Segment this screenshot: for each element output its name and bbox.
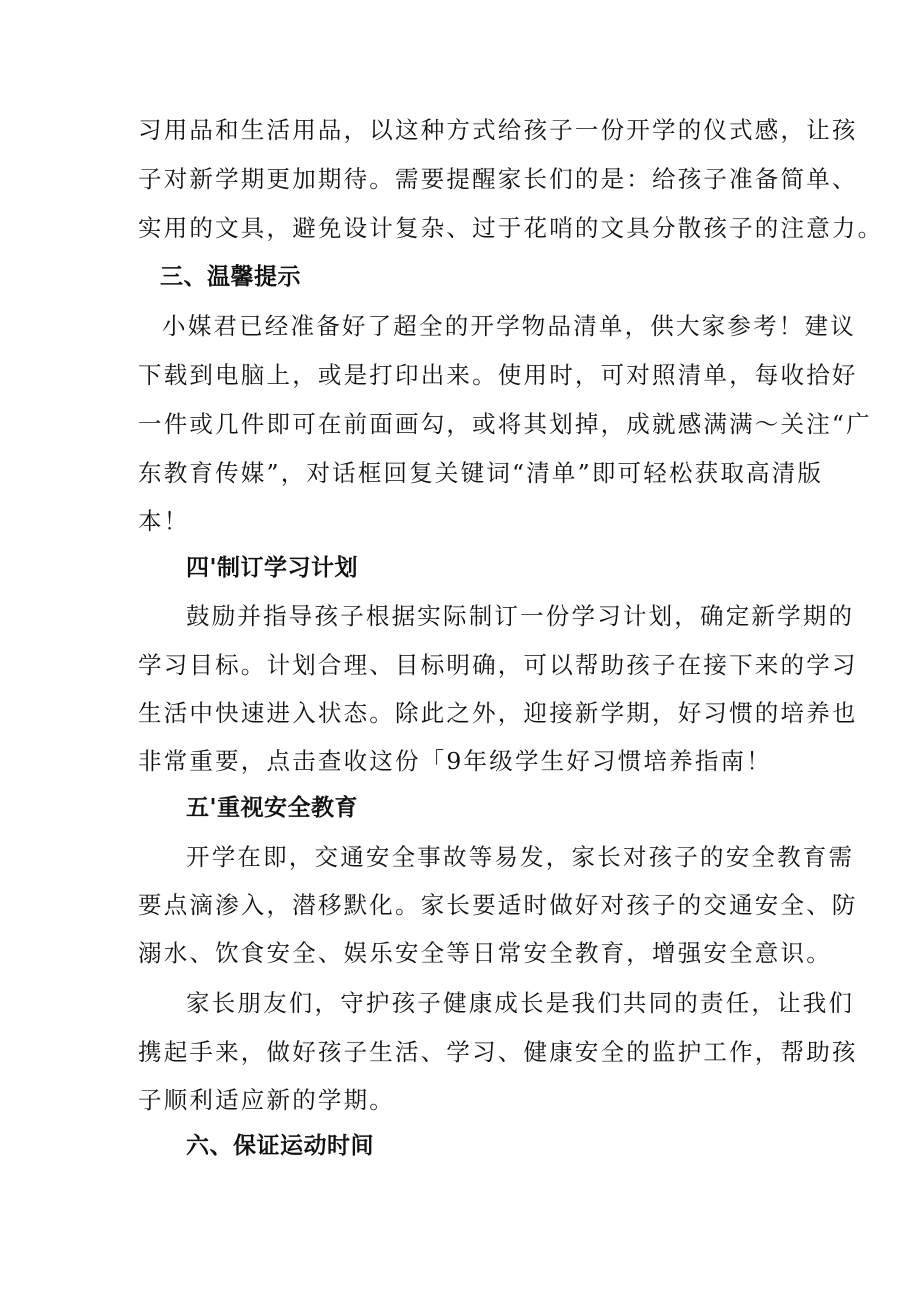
paragraph-line: 小媒君已经准备好了超全的开学物品清单，供大家参考！建议: [162, 312, 856, 340]
paragraph-line: 鼓励并指导孩子根据实际制订一份学习计划，确定新学期的: [186, 602, 855, 630]
paragraph-line: 子对新学期更加期待。需要提醒家长们的是：给孩子准备简单、: [138, 165, 858, 193]
paragraph-line: 子顺利适应新的学期。: [138, 1086, 395, 1114]
paragraph-line: 家长朋友们，守护孩子健康成长是我们共同的责任，让我们: [186, 989, 855, 1017]
section-heading-study-plan: 四'制订学习计划: [186, 555, 359, 581]
paragraph-line: 习用品和生活用品，以这种方式给孩子一份开学的仪式感，让孩: [138, 116, 858, 144]
paragraph-line: 下载到电脑上，或是打印出来。使用时，可对照清单，每收拾好: [138, 361, 858, 389]
paragraph-line: 一件或几件即可在前面画勾，或将其划掉，成就感满满～关注“广: [138, 410, 872, 438]
section-heading-tips: 三、温馨提示: [160, 264, 301, 290]
paragraph-line: 要点滴渗入，潜移默化。家长要适时做好对孩子的交通安全、防: [138, 891, 858, 919]
paragraph-line: 溺水、饮食安全、娱乐安全等日常安全教育，增强安全意识。: [138, 939, 832, 967]
paragraph-line: 东教育传媒”，对话框回复关键词“清单”即可轻松获取高清版: [138, 459, 824, 487]
paragraph-line: 学习目标。计划合理、目标明确，可以帮助孩子在接下来的学习: [138, 651, 858, 679]
paragraph-line: 非常重要，点击查收这份「9年级学生好习惯培养指南！: [138, 747, 772, 775]
section-heading-safety: 五'重视安全教育: [186, 795, 359, 821]
section-heading-exercise: 六、保证运动时间: [186, 1133, 374, 1159]
paragraph-line: 本！: [138, 507, 190, 535]
paragraph-line: 生活中快速进入状态。除此之外，迎接新学期，好习惯的培养也: [138, 699, 858, 727]
paragraph-line: 开学在即，交通安全事故等易发，家长对孩子的安全教育需: [186, 843, 855, 871]
paragraph-line: 实用的文具，避免设计复杂、过于花哨的文具分散孩子的注意力。: [138, 214, 884, 242]
paragraph-line: 携起手来，做好孩子生活、学习、健康安全的监护工作，帮助孩: [138, 1038, 858, 1066]
